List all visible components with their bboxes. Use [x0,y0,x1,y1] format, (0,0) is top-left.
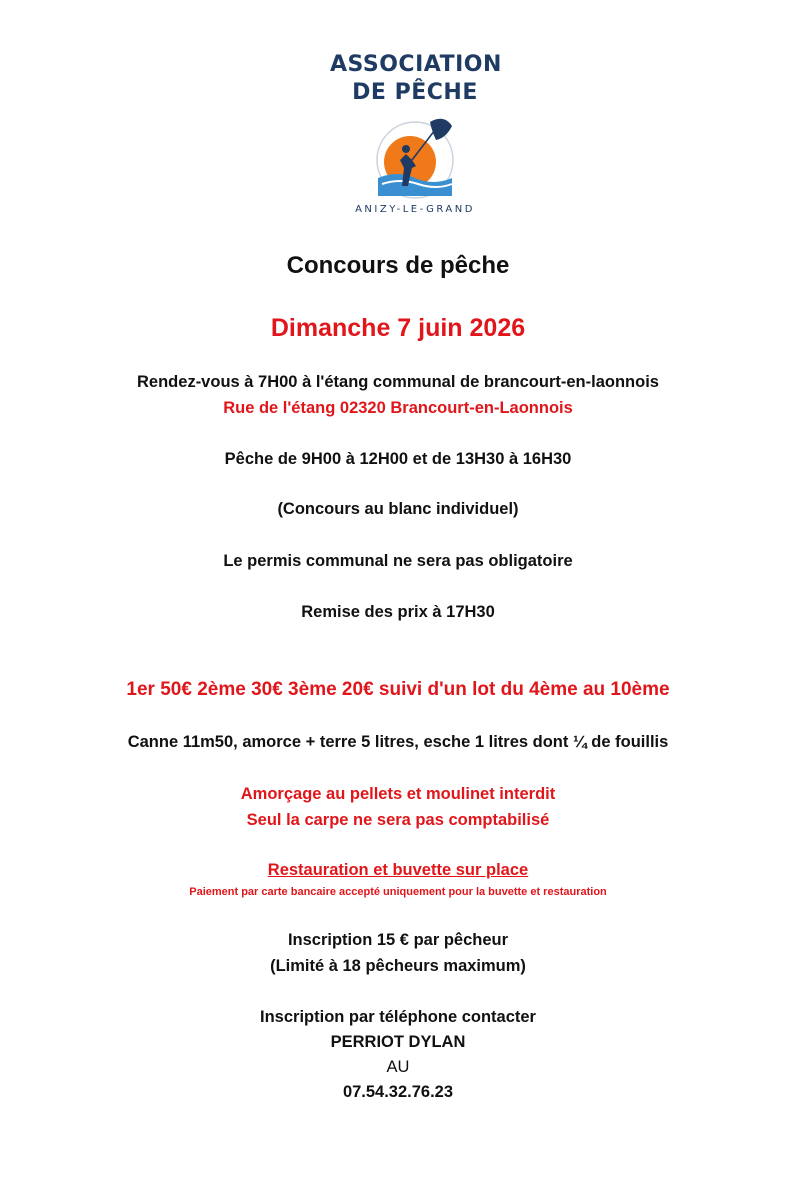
catering-text: Restauration et buvette sur place [267,861,529,879]
fishing-hours: Pêche de 9H00 à 12H00 et de 13H30 à 16H30 [224,450,572,468]
contact-intro: Inscription par téléphone contacter [260,1008,536,1026]
logo-line-1: ASSOCIATION [330,52,502,77]
event-date: Dimanche 7 juin 2026 [270,314,526,342]
registration-limit: (Limité à 18 pêcheurs maximum) [270,957,526,975]
awards-time: Remise des prix à 17H30 [301,603,495,621]
contact-phone: 07.54.32.76.23 [342,1083,454,1101]
prizes-text: 1er 50€ 2ème 30€ 3ème 20€ suivi d'un lot du 4ème au 10ème [126,679,670,700]
logo-line-2: DE PÊCHE [352,80,478,105]
permit-text: Le permis communal ne sera pas obligatoire [223,552,573,570]
rendezvous-text: Rendez-vous à 7H00 à l'étang communal de brancourt-en-laonnois [137,373,659,391]
logo-town: ANIZY-LE-GRAND [355,204,475,215]
equipment-text: Canne 11m50, amorce + terre 5 litres, esche 1 litres dont ¼ de fouillis [127,733,669,751]
association-logo [330,52,500,222]
contest-type: (Concours au blanc individuel) [277,500,519,518]
rule-2: Seul la carpe ne sera pas comptabilisé [246,811,550,829]
contact-au: AU [386,1058,410,1076]
contact-name: PERRIOT DYLAN [330,1033,466,1051]
rule-1: Amorçage au pellets et moulinet interdit [240,785,556,803]
event-title: Concours de pêche [286,252,510,279]
address-text: Rue de l'étang 02320 Brancourt-en-Laonnois [223,399,573,417]
fisherman-sunset-fish-icon [372,116,458,202]
registration-fee: Inscription 15 € par pêcheur [287,931,509,949]
payment-text: Paiement par carte bancaire accepté uniquement pour la buvette et restauration [189,886,607,898]
